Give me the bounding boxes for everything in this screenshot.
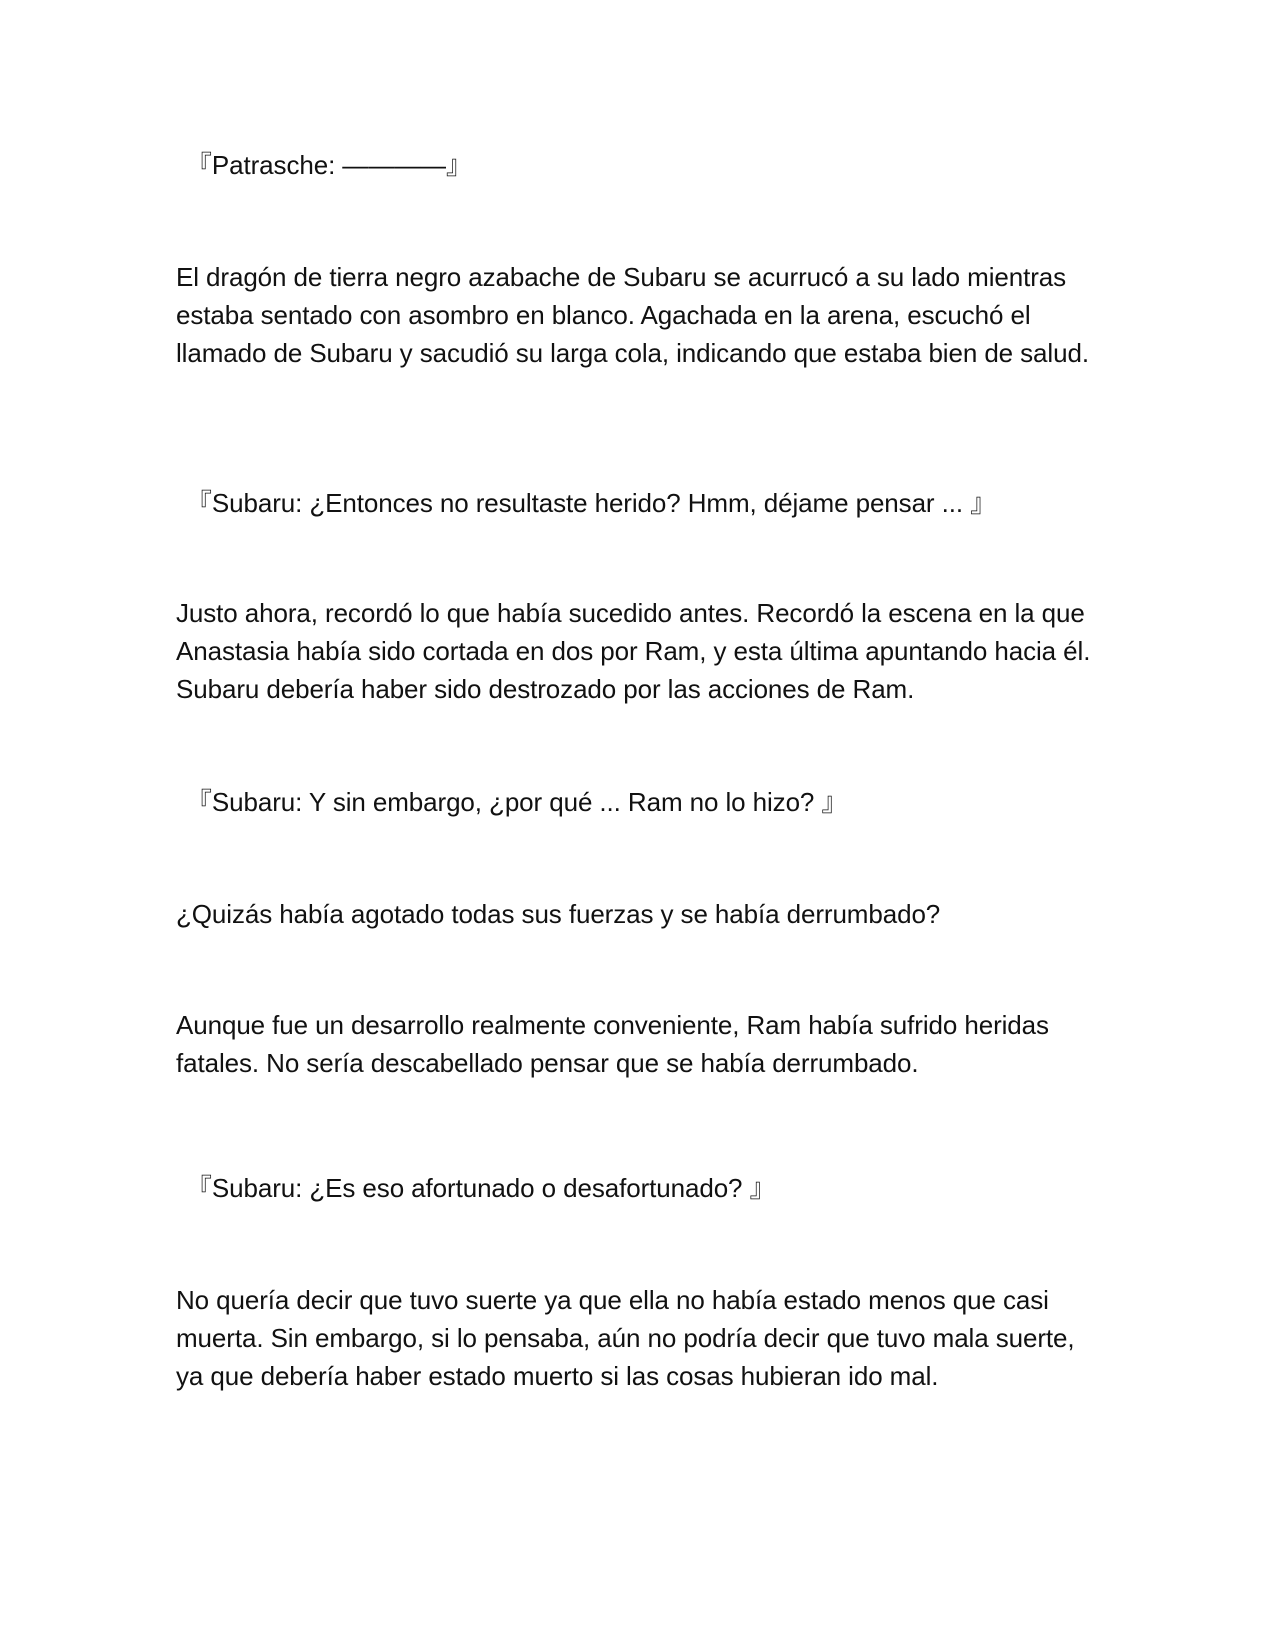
dialogue-line: 『Subaru: ¿Es eso afortunado o desafortunado? 』 bbox=[186, 1173, 776, 1203]
narrative-paragraph: ¿Quizás había agotado todas sus fuerzas y se había derrumbado? bbox=[176, 899, 941, 929]
dialogue-line: 『Subaru: Y sin embargo, ¿por qué ... Ram no lo hizo? 』 bbox=[186, 787, 848, 817]
dialogue-line: 『Subaru: ¿Entonces no resultaste herido? Hmm, déjame pensar ... 』 bbox=[186, 488, 996, 518]
narrative-paragraph: El dragón de tierra negro azabache de Subaru se acurrucó a su lado mientras estaba sentado con asombro en blanco. Agachada en la arena, escuchó el llamado de Subaru y sacudió su larga cola, indicando que estaba bien de salud. bbox=[176, 262, 1089, 368]
dialogue-line: 『Patrasche: ————』 bbox=[186, 150, 472, 180]
narrative-paragraph: Justo ahora, recordó lo que había sucedido antes. Recordó la escena en la que Anastasia había sido cortada en dos por Ram, y esta última apuntando hacia él. Subaru debería haber sido destrozado por las acciones de Ram. bbox=[176, 598, 1091, 704]
narrative-paragraph: No quería decir que tuvo suerte ya que ella no había estado menos que casi muerta. Sin embargo, si lo pensaba, aún no podría decir que tuvo mala suerte, ya que debería haber estado muerto si las cosas hubieran ido mal. bbox=[176, 1285, 1075, 1391]
narrative-paragraph: Aunque fue un desarrollo realmente conveniente, Ram había sufrido heridas fatales. No sería descabellado pensar que se había derrumbado. bbox=[176, 1010, 1049, 1078]
